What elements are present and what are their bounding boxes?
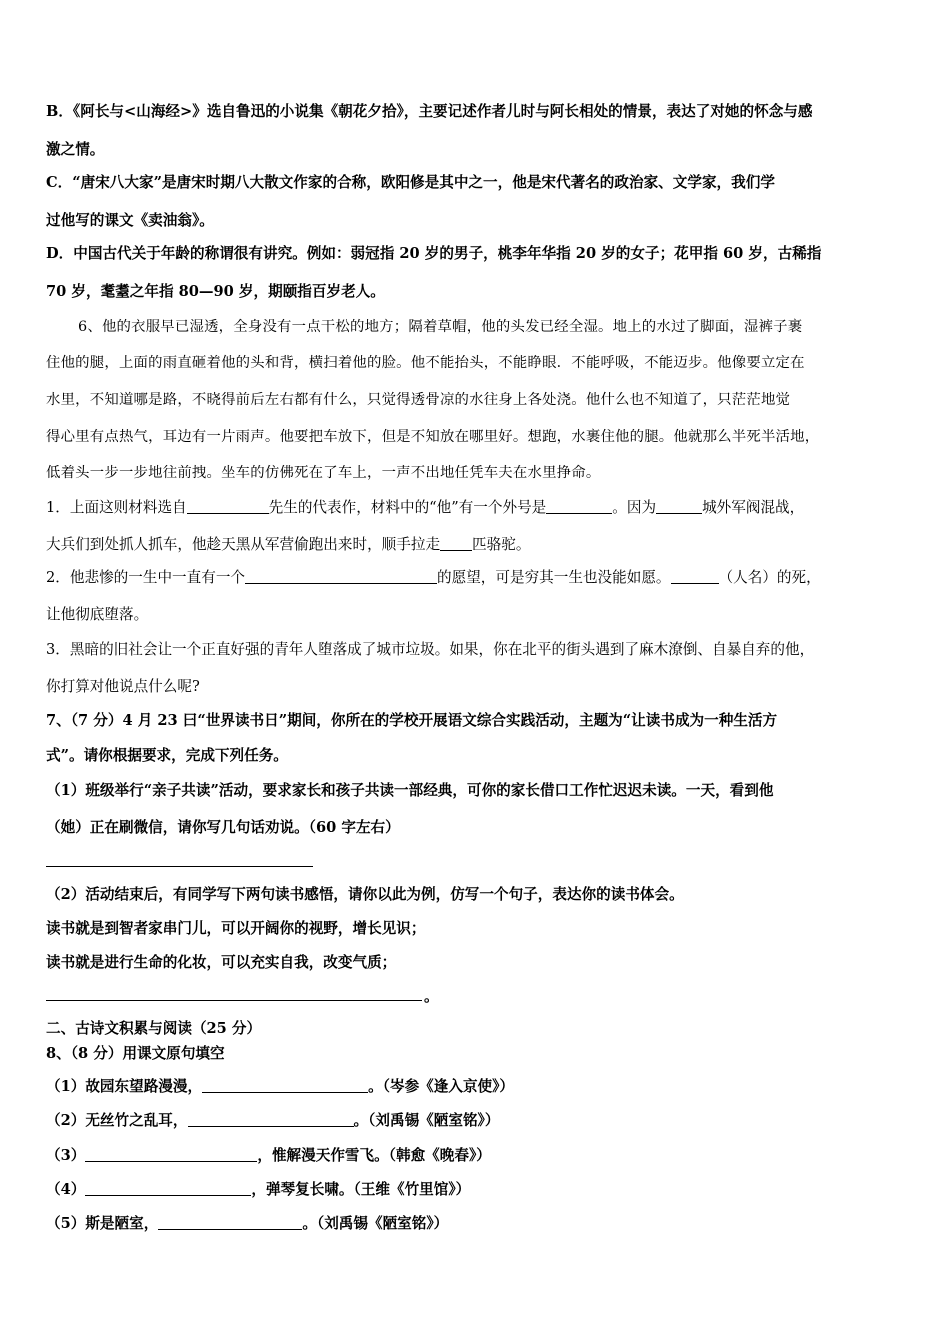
q6-sub2-text: 2．他悲惨的一生中一直有一个 <box>46 569 246 586</box>
section-title: 二、古诗文积累与阅读（25 分） <box>46 1020 262 1037</box>
answer-blank[interactable] <box>202 1078 368 1093</box>
q6-sub2-line1 <box>46 568 821 588</box>
q8-item-suffix: ，弹琴复长啸。（王维《竹里馆》） <box>251 1181 471 1198</box>
q8-title: 8、（8 分）用课文原句填空 <box>46 1045 225 1062</box>
q7-sub1-line1: （1）班级举行“亲子共读”活动，要求家长和孩子共读一部经典，可你的家长借口工作忙迟迟未读。一天，看到他 <box>46 782 774 799</box>
q8-item-suffix: ，惟解漫天作雪飞。（韩愈《晚春》） <box>257 1147 491 1164</box>
answer-blank[interactable] <box>245 569 437 584</box>
q8-item-suffix: 。（岑参《逢入京使》） <box>368 1078 515 1095</box>
q6-sub1-text: 1．上面这则材料选自 <box>46 499 187 516</box>
q7-sub2-example1: 读书就是到智者家串门儿，可以开阔你的视野，增长见识； <box>46 920 426 937</box>
q7-sub2-end: 。 <box>424 988 439 1005</box>
q8-item-suffix: 。（刘禹锡《陋室铭》） <box>302 1215 449 1232</box>
passage-line: 6、他的衣服早已湿透，全身没有一点干松的地方；隔着草帽，他的头发已经全湿。地上的水过了脚面，湿裤子裹 <box>78 319 803 335</box>
answer-blank[interactable] <box>546 499 612 514</box>
passage-line: 住他的腿，上面的雨直砸着他的头和背，横扫着他的脸。他不能抬头，不能睁眼．不能呼吸，不能迈步。他像要立定在 <box>46 355 805 371</box>
option-c-line1: C．“唐宋八大家”是唐宋时期八大散文作家的合称，欧阳修是其中之一，他是宋代著名的政治家、文学家，我们学 <box>46 174 775 191</box>
q6-sub1-text: 先生的代表作，材料中的“他”有一个外号是 <box>268 499 547 516</box>
passage-line: 低着头一步一步地往前拽。坐车的仿佛死在了车上，一声不出地任凭车夫在水里挣命。 <box>46 465 601 481</box>
q8-item-prefix: （5）斯是陋室， <box>46 1215 159 1232</box>
option-b-line1: B．《阿长与<山海经>》选自鲁迅的小说集《朝花夕拾》，主要记述作者儿时与阿长相处的情景，表达了对她的怀念与感 <box>46 103 813 120</box>
q8-item-prefix: （4） <box>46 1181 86 1198</box>
answer-line[interactable] <box>46 1000 422 1001</box>
option-b-line2: 激之情。 <box>46 141 105 158</box>
q8-item-prefix: （2）无丝竹之乱耳， <box>46 1112 188 1129</box>
option-d-line2: 70 岁，耄耋之年指 80—90 岁，期颐指百岁老人。 <box>46 283 385 300</box>
answer-line[interactable] <box>46 866 313 867</box>
q7-sub1-line2: （她）正在刷微信，请你写几句话劝说。（60 字左右） <box>46 819 400 836</box>
q6-sub3-line1: 3．黑暗的旧社会让一个正直好强的青年人堕落成了城市垃圾。如果，你在北平的街头遇到了麻木潦倒、自暴自弃的他， <box>46 641 815 658</box>
q6-sub1-text: 。因为 <box>612 499 657 516</box>
answer-blank[interactable] <box>158 1215 302 1230</box>
answer-blank[interactable] <box>187 499 269 514</box>
option-d-line1: D．中国古代关于年龄的称谓很有讲究。例如：弱冠指 20 岁的男子，桃李年华指 20 岁的女子；花甲指 60 岁，古稀指 <box>46 245 822 262</box>
q8-item-prefix: （3） <box>46 1147 86 1164</box>
answer-blank[interactable] <box>188 1112 354 1127</box>
q6-sub2-text: 的愿望，可是穷其一生也没能如愿。 <box>437 569 671 586</box>
q6-sub1-text: 大兵们到处抓人抓车，他趁天黑从军营偷跑出来时，顺手拉走 <box>46 536 441 553</box>
q7-sub2-example2: 读书就是进行生命的化妆，可以充实自我，改变气质； <box>46 954 397 971</box>
q6-sub1-line2 <box>46 535 530 555</box>
q6-sub3-line2: 你打算对他说点什么呢? <box>46 678 200 695</box>
q8-item-prefix: （1）故园东望路漫漫， <box>46 1078 203 1095</box>
q7-sub2-line1: （2）活动结束后，有同学写下两句读书感悟，请你以此为例，仿写一个句子，表达你的读书体会。 <box>46 886 684 903</box>
q6-sub1-text: 匹骆驼。 <box>472 536 531 553</box>
q8-item <box>46 1180 470 1200</box>
q8-item <box>46 1146 491 1166</box>
q6-sub1-text: 城外军阀混战， <box>702 499 805 516</box>
answer-blank[interactable] <box>671 569 719 584</box>
q7-line2: 式”。请你根据要求，完成下列任务。 <box>46 747 288 764</box>
q8-item <box>46 1111 499 1131</box>
passage-line: 水里，不知道哪是路，不晓得前后左右都有什么，只觉得透骨凉的水往身上各处浇。他什么也不知道了，只茫茫地觉 <box>46 392 791 408</box>
q8-item <box>46 1077 514 1097</box>
answer-blank[interactable] <box>440 536 472 551</box>
passage-line: 得心里有点热气，耳边有一片雨声。他要把车放下，但是不知放在哪里好。想跑，水裹住他的腿。他就那么半死半活地， <box>46 429 820 445</box>
answer-blank[interactable] <box>85 1181 251 1196</box>
q6-sub1-line1 <box>46 498 804 518</box>
q8-item <box>46 1214 448 1234</box>
option-c-line2: 过他写的课文《卖油翁》。 <box>46 212 214 229</box>
q7-line1: 7、（7 分）4 月 23 曰“世界读书日”期间，你所在的学校开展语文综合实践活动，主题为“让读书成为一种生活方 <box>46 712 778 729</box>
q8-item-suffix: 。（刘禹锡《陋室铭》） <box>353 1112 500 1129</box>
q6-sub2-line2: 让他彻底堕落。 <box>46 606 149 623</box>
q6-sub2-text: （人名）的死， <box>718 569 821 586</box>
answer-blank[interactable] <box>85 1147 257 1162</box>
answer-blank[interactable] <box>656 499 702 514</box>
